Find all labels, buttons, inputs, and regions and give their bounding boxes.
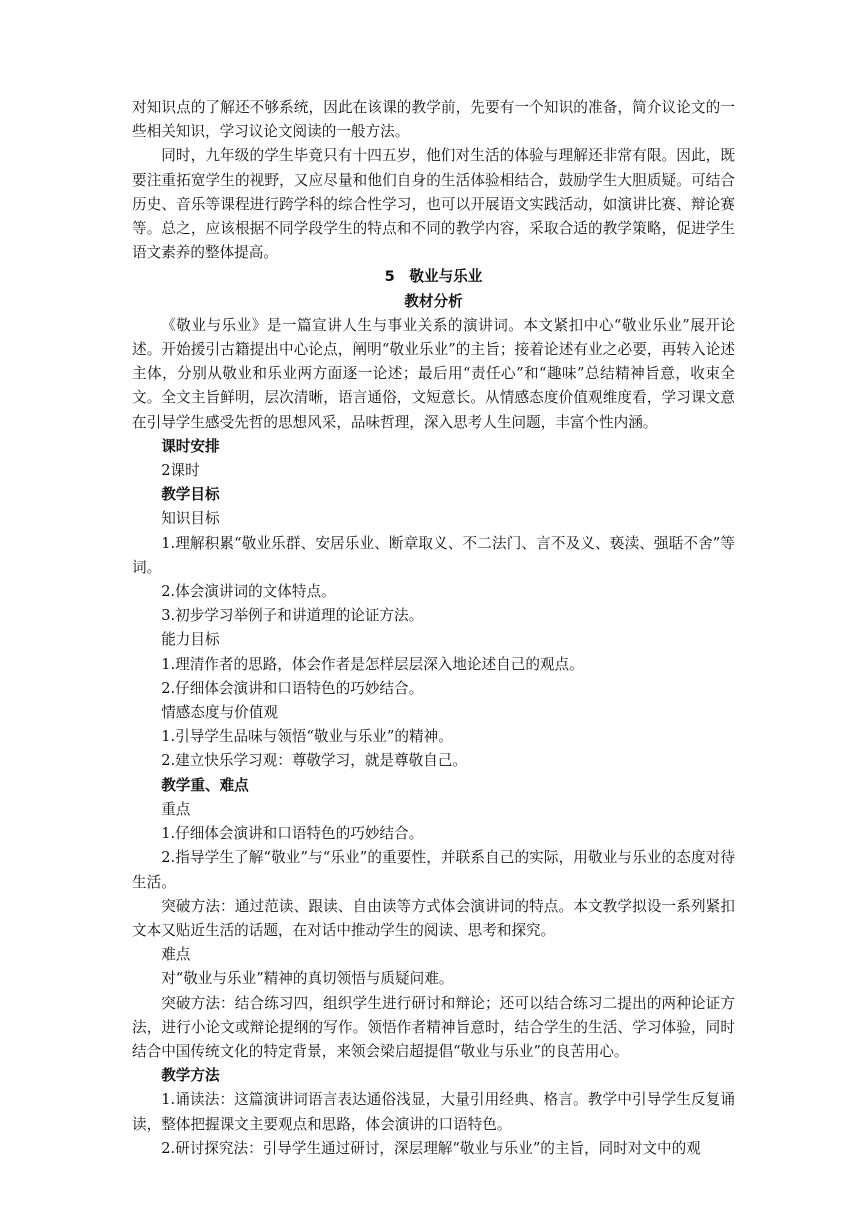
- ability-goal-item: 1.理清作者的思路，体会作者是怎样层层深入地论述自己的观点。: [161, 655, 584, 673]
- important-points-method: 突破方法：通过范读、跟读、自由读等方式体会演讲词的特点。本文教学拟设一系列紧扣文本又贴近生活的话题，在对话中推动学生的阅读、思考和探究。: [132, 897, 735, 939]
- important-points-label: 重点: [161, 800, 191, 818]
- difficult-points-label: 难点: [161, 946, 191, 964]
- difficult-points-text: 对“敬业与乐业”精神的真切领悟与质疑问难。: [161, 970, 454, 988]
- method-item: 2.研讨探究法：引导学生通过研讨，深层理解“敬业与乐业”的主旨，同时对文中的观: [161, 1139, 701, 1157]
- intro-paragraph-2: 同时，九年级的学生毕竟只有十四五岁，他们对生活的体验与理解还非常有限。因此，既要注重拓宽学生的视野，又应尽量和他们自身的生活体验相结合，鼓励学生大胆质疑。可结合历史、音乐等课程进行跨学科的综合性学习，也可以开展语文实践活动，如演讲比赛、辩论赛等。总之，应该根据不同学段学生的特点和不同的教学内容，采取合适的教学策略，促进学生语文素养的整体提高。: [132, 147, 735, 262]
- ability-goals-label: 能力目标: [161, 631, 220, 649]
- lesson-title: 5 敬业与乐业: [384, 268, 483, 286]
- emotion-goals-label: 情感态度与价值观: [161, 704, 278, 722]
- important-point-item: 2.指导学生了解“敬业”与“乐业”的重要性，并联系自己的实际，用敬业与乐业的态度对待生活。: [132, 849, 735, 891]
- knowledge-goal-item: 3.初步学习举例子和讲道理的论证方法。: [161, 607, 424, 625]
- emotion-goal-item: 1.引导学生品味与领悟“敬业与乐业”的精神。: [161, 728, 453, 746]
- knowledge-goals-label: 知识目标: [161, 510, 220, 528]
- knowledge-goal-item: 2.体会演讲词的文体特点。: [161, 583, 336, 601]
- key-points-heading: 教学重、难点: [161, 776, 249, 794]
- knowledge-goal-item: 1.理解积累“敬业乐群、安居乐业、断章取义、不二法门、言不及义、亵渎、强聒不舍”等词。: [132, 534, 735, 576]
- material-analysis-heading: 教材分析: [404, 292, 463, 310]
- schedule-heading: 课时安排: [161, 437, 220, 455]
- difficult-points-method: 突破方法：结合练习四，组织学生进行研讨和辩论；还可以结合练习二提出的两种论证方法，进行小论文或辩论提纲的写作。领悟作者精神旨意时，结合学生的生活、学习体验，同时结合中国传统文化的特定背景，来领会梁启超提倡“敬业与乐业”的良苦用心。: [132, 994, 735, 1060]
- document-page: [132, 96, 735, 1161]
- emotion-goal-item: 2.建立快乐学习观：尊敬学习，就是尊敬自己。: [161, 752, 467, 770]
- important-point-item: 1.仔细体会演讲和口语特色的巧妙结合。: [161, 825, 424, 843]
- intro-paragraph-1: 对知识点的了解还不够系统，因此在该课的教学前，先要有一个知识的准备，简介议论文的一些相关知识，学习议论文阅读的一般方法。: [132, 99, 735, 141]
- schedule-value: 2课时: [161, 462, 200, 480]
- goals-heading: 教学目标: [161, 486, 220, 504]
- ability-goal-item: 2.仔细体会演讲和口语特色的巧妙结合。: [161, 679, 424, 697]
- methods-heading: 教学方法: [161, 1067, 220, 1085]
- method-item: 1.诵读法：这篇演讲词语言表达通俗浅显，大量引用经典、格言。教学中引导学生反复诵读，整体把握课文主要观点和思路，体会演讲的口语特色。: [132, 1091, 735, 1133]
- material-analysis-text: 《敬业与乐业》是一篇宣讲人生与事业关系的演讲词。本文紧扣中心“敬业乐业”展开论述。开始援引古籍提出中心论点，阐明“敬业乐业”的主旨；接着论述有业之必要，再转入论述主体，分别从敬业和乐业两方面逐一论述；最后用“责任心”和“趣味”总结精神旨意，收束全文。全文主旨鲜明，层次清晰，语言通俗，文短意长。从情感态度价值观维度看，学习课文意在引导学生感受先哲的思想风采，品味哲理，深入思考人生问题，丰富个性内涵。: [132, 316, 735, 431]
